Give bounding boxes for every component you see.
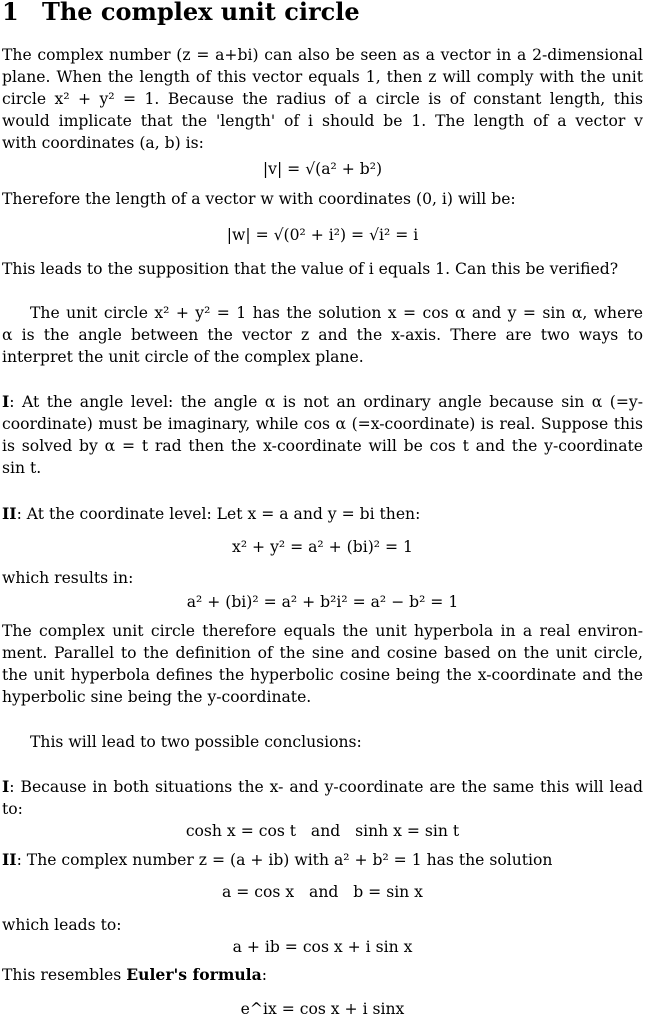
paragraph-line: the unit hyperbola defines the hyperbolic cosine being the x-coordinate and the [2, 666, 643, 684]
equation-euler: e^ix = cos x + i sinx [240, 1000, 405, 1018]
paragraph-line: which results in: [2, 569, 134, 587]
paragraph-line [2, 391, 643, 413]
equation-circle-substitution: x² + y² = a² + (bi)² = 1 [232, 538, 413, 556]
paragraph-line-text: : At the coordinate level: Let x = a and y = bi then: [16, 505, 421, 523]
equation-solution: a = cos x and b = sin x [222, 883, 423, 901]
euler-formula-label: Euler's formula [126, 965, 262, 984]
paragraph-line: to: [2, 800, 23, 818]
paragraph-line [2, 849, 643, 871]
paragraph-line: The complex unit circle therefore equals the unit hyperbola in a real environ- [2, 622, 643, 640]
paragraph-line: would implicate that the 'length' of i should be 1. The length of a vector v [2, 112, 643, 130]
paragraph-line: The unit circle x² + y² = 1 has the solution x = cos α and y = sin α, where [30, 304, 643, 322]
paragraph-line: The complex number (z = a+bi) can also be seen as a vector in a 2-dimensional [2, 46, 643, 64]
section-number: 1 [2, 0, 19, 26]
paragraph-line: Therefore the length of a vector w with coordinates (0, i) will be: [2, 190, 516, 208]
paragraph-line-text: : The complex number z = (a + ib) with a² + b² = 1 has the solution [16, 851, 553, 869]
paragraph-line: is solved by α = t rad then the x-coordinate will be cos t and the y-coordinate [2, 437, 643, 455]
section-title: The complex unit circle [42, 0, 360, 26]
paragraph-line: sin t. [2, 459, 42, 477]
roman-label-one: I [2, 777, 10, 796]
roman-label-one: I [2, 392, 10, 411]
paragraph-line: plane. When the length of this vector equals 1, then z will comply with the unit [2, 68, 643, 86]
equation-hyperbola: a² + (bi)² = a² + b²i² = a² − b² = 1 [186, 593, 459, 611]
paragraph-line-text: This resembles [2, 966, 127, 984]
paragraph-line: α is the angle between the vector z and the x-axis. There are two ways to [2, 326, 643, 344]
paragraph-line: ment. Parallel to the definition of the sine and cosine based on the unit circle, [2, 644, 643, 662]
paragraph-line: interpret the unit circle of the complex plane. [2, 348, 364, 366]
roman-label-two: II [2, 504, 17, 523]
equation-vector-length: |v| = √(a² + b²) [262, 160, 383, 178]
paragraph-line: coordinate) must be imaginary, while cos α (=x-coordinate) is real. Suppose this [2, 415, 643, 433]
paragraph-line [2, 503, 643, 525]
paragraph-line [2, 964, 643, 986]
colon: : [261, 966, 267, 984]
equation-w-length: |w| = √(0² + i²) = √i² = i [226, 226, 419, 244]
paragraph-line: with coordinates (a, b) is: [2, 134, 204, 152]
paragraph-line-text: : At the angle level: the angle α is not an ordinary angle because sin α (=y- [9, 393, 643, 411]
section-heading [2, 0, 643, 26]
paragraph-line: which leads to: [2, 916, 122, 934]
equation-complex-form: a + ib = cos x + i sin x [232, 938, 413, 956]
paragraph-line: This will lead to two possible conclusions: [30, 733, 362, 751]
paragraph-line: This leads to the supposition that the value of i equals 1. Can this be verified? [2, 260, 619, 278]
equation-hyperbolic-identities: cosh x = cos t and sinh x = sin t [185, 822, 460, 840]
paragraph-line: hyperbolic sine being the y-coordinate. [2, 688, 312, 706]
paragraph-line-text: : Because in both situations the x- and y-coordinate are the same this will lead [9, 778, 643, 796]
paragraph-line: circle x² + y² = 1. Because the radius of a circle is of constant length, this [2, 90, 643, 108]
roman-label-two: II [2, 850, 17, 869]
paragraph-line [2, 776, 643, 798]
